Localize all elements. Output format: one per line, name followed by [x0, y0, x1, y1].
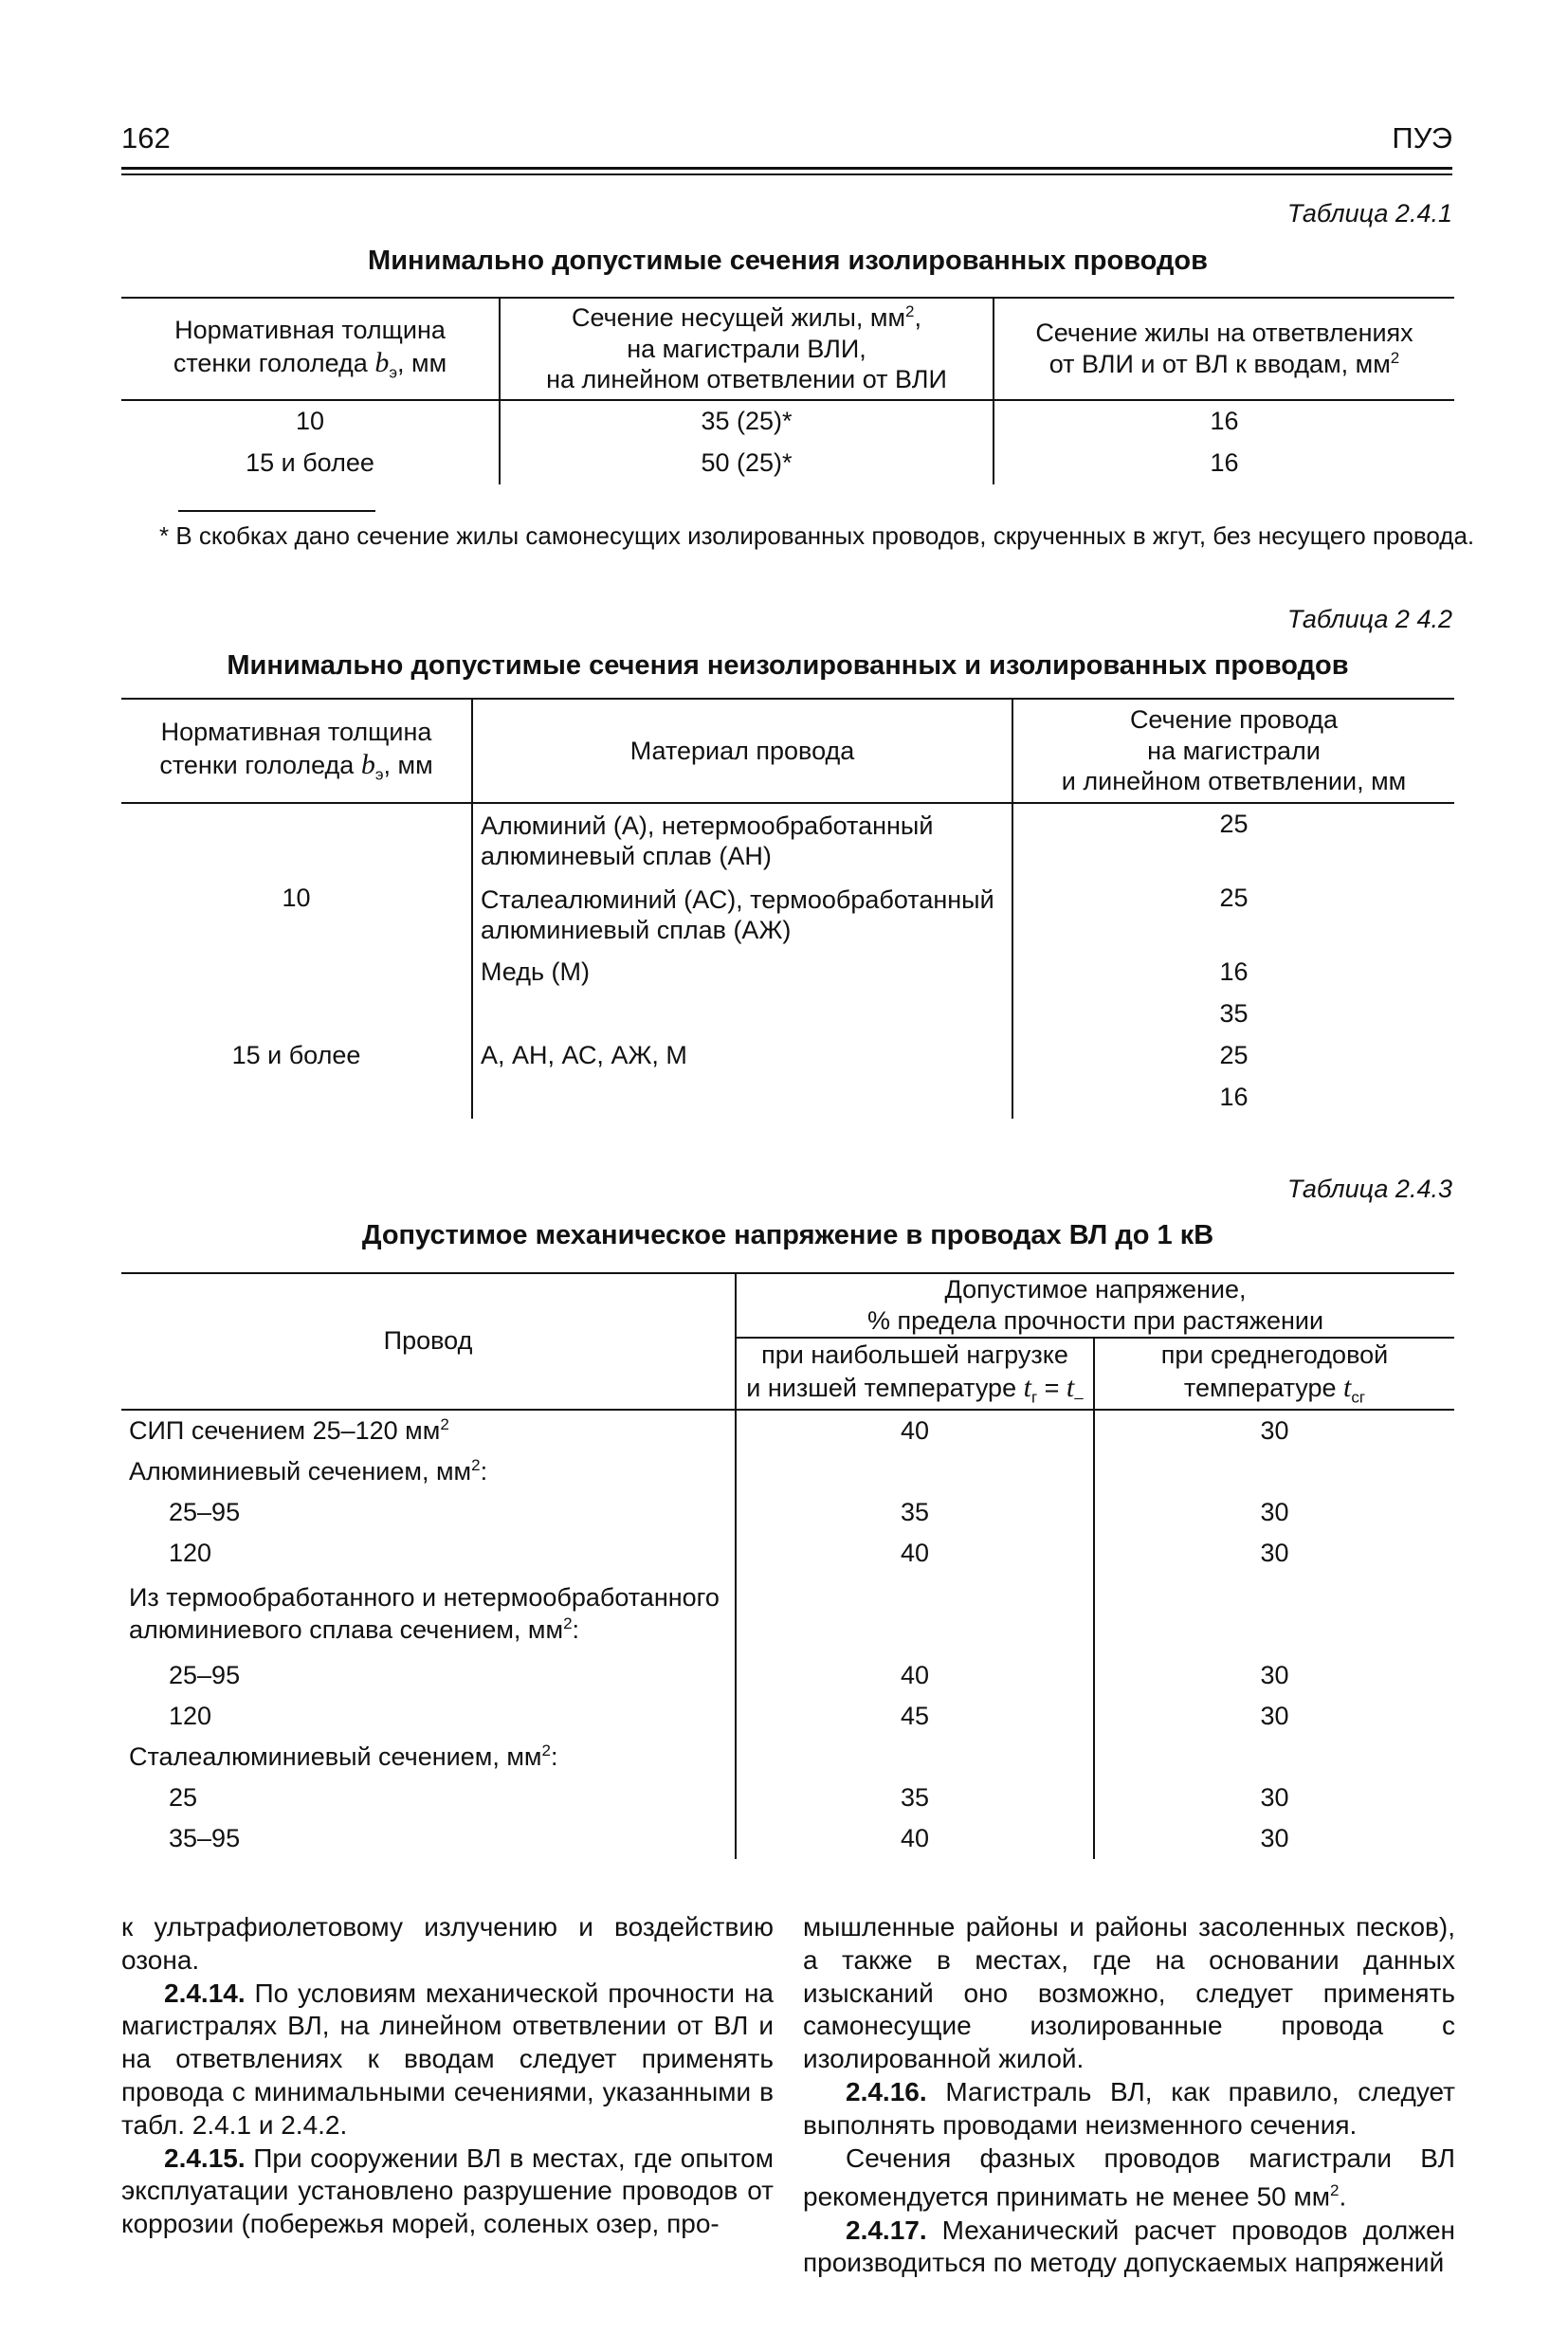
table3 — [121, 1272, 1454, 1859]
table-row — [121, 1818, 1454, 1859]
cell-section: 16 — [1012, 1077, 1454, 1119]
cell-wire: 120 — [169, 1538, 212, 1567]
table-row — [121, 1737, 1454, 1778]
cell-stress-max — [736, 1451, 1094, 1492]
cell-section: 35 — [1012, 994, 1454, 1035]
cell-stress-avg: 30 — [1094, 1778, 1454, 1818]
table-row — [121, 1410, 1454, 1451]
footnote-rule — [178, 510, 375, 512]
cell-wire: Из термообработанного и нетермообработанного алюминиевого сплава сечением, $мм^2$: — [129, 1582, 720, 1645]
cell-stress-max — [736, 1574, 1094, 1655]
cell-thickness: 10 — [295, 407, 325, 436]
clause-number: 2.4.15. — [164, 2142, 246, 2173]
cell-stress-max: 40 — [736, 1533, 1094, 1574]
cell-material: А, АН, АС, АЖ, М — [472, 994, 1012, 1119]
table-row — [121, 803, 1454, 878]
cell-thickness: 15 и более — [231, 1041, 361, 1070]
cell-stress-max: 45 — [736, 1696, 1094, 1737]
cell-wire: Алюминиевый сечением, $мм^2$: — [129, 1455, 488, 1486]
table1-title: Минимально допустимые сечения изолированных проводов — [368, 246, 1208, 276]
cell-wire: 25–95 — [169, 1497, 241, 1526]
table1-header-row — [121, 298, 1454, 400]
cell-stress-avg: 30 — [1094, 1533, 1454, 1574]
cell-stress-max: 40 — [736, 1818, 1094, 1859]
table-row — [121, 1655, 1454, 1696]
cell-stress-avg: 30 — [1094, 1696, 1454, 1737]
body-column-right — [803, 1911, 1455, 2280]
table2-label: Таблица 2 4.2 — [1286, 605, 1452, 633]
table-row — [121, 443, 1454, 484]
table3-header-row — [121, 1273, 1454, 1338]
cell-stress-avg — [1094, 1451, 1454, 1492]
cell-stress-avg: 30 — [1094, 1655, 1454, 1696]
cell-material: Медь (М) — [472, 952, 1012, 994]
cell-wire: 25–95 — [169, 1660, 241, 1689]
cell-thickness: 15 и более — [246, 448, 374, 478]
clause-number: 2.4.17. — [846, 2215, 927, 2245]
cell-stress-avg: 30 — [1094, 1410, 1454, 1451]
table1-col-carrier: Сечение несущей жилы, $мм^2$, на магистрали ВЛИ, на линейном ответвлении от ВЛИ — [500, 298, 994, 400]
clause-2-4-15: 2.4.15. При сооружении ВЛ в местах, где опытом эксплуатации установлено разрушение проводов от коррозии (побережья морей, соленых озер, про- — [121, 2142, 774, 2239]
table-row — [121, 1778, 1454, 1818]
cell-section: 16 — [1012, 952, 1454, 994]
cell-material: Алюминий (А), нетермообработанный алюминевый сплав (АН) — [472, 803, 1012, 878]
table3-col-group: Допустимое напряжение, % предела прочности при растяжении — [736, 1273, 1454, 1338]
cell-stress-max: 40 — [736, 1410, 1094, 1451]
cell-stress-avg — [1094, 1737, 1454, 1778]
cell-section: 25 — [1012, 1035, 1454, 1077]
table3-col-avg-temp: при среднегодовой температуре $t_{сг}$ — [1094, 1338, 1454, 1410]
table3-label: Таблица 2.4.3 — [1286, 1175, 1452, 1203]
cell-stress-max: 35 — [736, 1778, 1094, 1818]
cell-wire: Сталеалюминиевый сечением, $мм^2$: — [129, 1741, 558, 1771]
table3-title: Допустимое механическое напряжение в проводах ВЛ до 1 кВ — [361, 1220, 1214, 1250]
header-rule — [121, 167, 1452, 170]
cell-wire: 120 — [169, 1701, 212, 1730]
header-rule-thin — [121, 173, 1452, 175]
cell-material: Сталеалюминий (АС), термообработанный алюминиевый сплав (АЖ) — [472, 878, 1012, 952]
table1-col-branch: Сечение жилы на ответвлениях от ВЛИ и от ВЛ к вводам, $мм^2$ — [994, 298, 1454, 400]
paragraph: мышленные районы и районы засоленных песков), а также в местах, где на основании данных изысканий оно возможно, следует применять самонесущие изолированные провода с изолированной жилой. — [803, 1912, 1455, 2074]
cell-carrier: 35 (25)* — [500, 400, 994, 443]
table3-col-wire: Провод — [121, 1273, 736, 1410]
table-row — [121, 400, 1454, 443]
table1-col-thickness: Нормативная толщина стенки гололеда $b_э$, мм — [121, 298, 500, 400]
cell-wire: 35–95 — [169, 1823, 241, 1852]
paragraph: Сечения фазных проводов магистрали ВЛ рекомендуется принимать не менее 50 $мм^2$. — [803, 2142, 1455, 2212]
table-row — [121, 1492, 1454, 1533]
cell-wire: СИП сечением 25–120 $мм^2$ — [129, 1414, 449, 1445]
table2 — [121, 698, 1454, 1119]
cell-branch: 16 — [994, 400, 1454, 443]
book-code: ПУЭ — [1392, 121, 1452, 155]
table3-col-max-load: при наибольшей нагрузке и низшей температуре $t_г = t_-$ — [736, 1338, 1094, 1410]
clause-2-4-14: 2.4.14. По условиям механической прочности на магистралях ВЛ, на линейном ответвлении от ВЛ и на ответвлениях к вводам следует применять провода с минимальными сечениями, указанными в табл. 2.4.1 и 2.4.2. — [121, 1978, 774, 2140]
table-row — [121, 1533, 1454, 1574]
table2-title: Минимально допустимые сечения неизолированных и изолированных проводов — [227, 650, 1349, 681]
table-row — [121, 1574, 1454, 1655]
table-row — [121, 1696, 1454, 1737]
clause-2-4-17: 2.4.17. Механический расчет проводов должен производиться по методу допускаемых напряжений — [803, 2215, 1455, 2278]
clause-2-4-16: 2.4.16. Магистраль ВЛ, как правило, следует выполнять проводами неизменного сечения. — [803, 2076, 1455, 2140]
table-row — [121, 1451, 1454, 1492]
table2-header-row — [121, 699, 1454, 803]
clause-number: 2.4.14. — [164, 1978, 246, 2008]
cell-stress-max: 40 — [736, 1655, 1094, 1696]
cell-wire: 25 — [169, 1782, 198, 1812]
table2-col-section: Сечение провода на магистрали и линейном ответвлении, мм — [1012, 699, 1454, 803]
cell-stress-avg: 30 — [1094, 1818, 1454, 1859]
table1 — [121, 297, 1454, 484]
table-row — [121, 994, 1454, 1035]
cell-section: 25 — [1012, 878, 1454, 952]
clause-number: 2.4.16. — [846, 2076, 927, 2106]
cell-carrier: 50 (25)* — [500, 443, 994, 484]
table2-col-thickness: Нормативная толщина стенки гололеда $b_э$, мм — [121, 699, 472, 803]
cell-thickness: 10 — [282, 884, 311, 913]
cell-stress-avg: 30 — [1094, 1492, 1454, 1533]
cell-stress-avg — [1094, 1574, 1454, 1655]
paragraph: к ультрафиолетовому излучению и воздействию озона. — [121, 1912, 774, 1975]
page-number: 162 — [121, 121, 171, 155]
cell-branch: 16 — [994, 443, 1454, 484]
cell-stress-max — [736, 1737, 1094, 1778]
cell-stress-max: 35 — [736, 1492, 1094, 1533]
cell-section: 25 — [1012, 803, 1454, 878]
table2-col-material: Материал провода — [472, 699, 1012, 803]
table1-label: Таблица 2.4.1 — [1286, 199, 1452, 228]
table1-footnote: * В скобках дано сечение жилы самонесущих изолированных проводов, скрученных в жгут, без несущего провода. — [159, 521, 1475, 550]
body-column-left — [121, 1911, 774, 2241]
